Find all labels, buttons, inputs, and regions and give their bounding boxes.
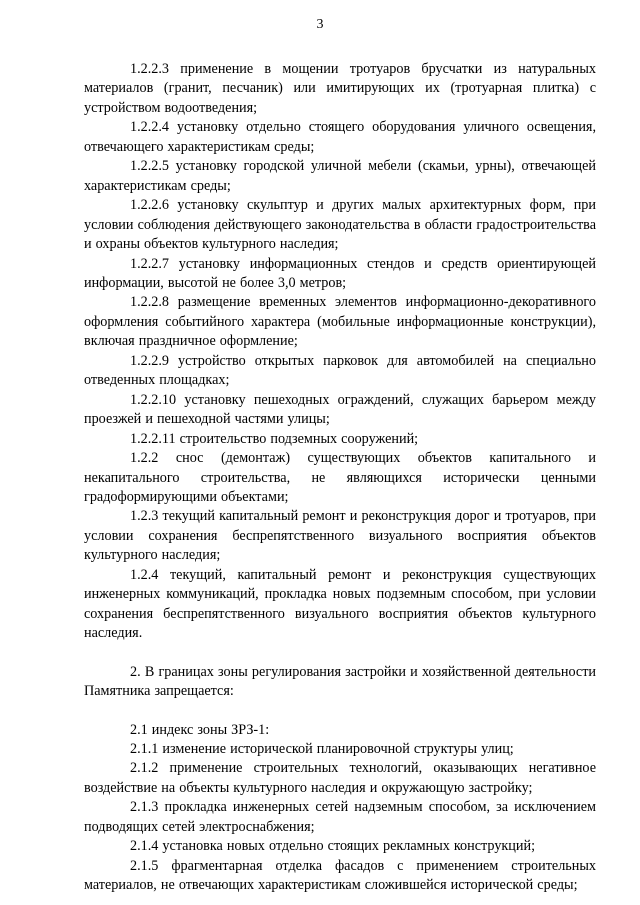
paragraph-section-2: 2. В границах зоны регулирования застройки и хозяйственной деятельности Памятника запрещается:: [84, 663, 596, 700]
paragraph-2-1: 2.1 индекс зоны ЗРЗ-1:: [130, 721, 270, 738]
paragraph-2-1-5: 2.1.5 фрагментарная отделка фасадов с применением строительных материалов, не отвечающих характеристикам сложившейся исторической среды;: [84, 857, 596, 894]
paragraph-2-1-2: 2.1.2 применение строительных технологий, оказывающих негативное воздействие на объекты культурного наследия и окружающую застройку;: [84, 760, 596, 796]
paragraph-1-2-2-6: 1.2.2.6 установку скульптур и других малых архитектурных форм, при условии соблюдения действующего законодательства в области градостроительства и охраны объектов культурного наследия;: [84, 197, 596, 253]
paragraph-1-2-2-9: 1.2.2.9 устройство открытых парковок для автомобилей на специально отведенных площадках;: [84, 352, 596, 389]
paragraph-1-2-2-4: 1.2.2.4 установку отдельно стоящего оборудования уличного освещения, отвечающего характеристикам среды;: [84, 119, 596, 155]
paragraph-1-2-4: 1.2.4 текущий, капитальный ремонт и реконструкция существующих инженерных коммуникаций, прокладка новых подземным способом, при условии сохранения беспрепятственного визуального восприятия объектов культурного наследия.: [84, 566, 596, 642]
page-number: 3: [316, 17, 324, 32]
paragraph-2-1-1: 2.1.1 изменение исторической планировочной структуры улиц;: [130, 740, 514, 757]
paragraph-1-2-2-7: 1.2.2.7 установку информационных стендов и средств ориентирующей информации, высотой не более 3,0 метров;: [84, 255, 596, 291]
paragraph-1-2-2-11: 1.2.2.11 строительство подземных сооружений;: [130, 430, 419, 447]
paragraph-1-2-2-5: 1.2.2.5 установку городской уличной мебели (скамьи, урны), отвечающей характеристикам среды;: [84, 158, 596, 194]
paragraph-1-2-3: 1.2.3 текущий капитальный ремонт и реконструкция дорог и тротуаров, при условии сохранения беспрепятственного визуального восприятия объектов культурного наследия;: [84, 508, 596, 564]
paragraph-1-2-2-8: 1.2.2.8 размещение временных элементов информационно-декоративного оформления событийного характера (мобильные информационные конструкции), включая праздничное оформление;: [84, 294, 596, 350]
paragraph-1-2-2-10: 1.2.2.10 установку пешеходных ограждений, служащих барьером между проезжей и пешеходной частями улицы;: [84, 391, 596, 428]
paragraph-2-1-4: 2.1.4 установка новых отдельно стоящих рекламных конструкций;: [130, 838, 536, 855]
paragraph-1-2-2: 1.2.2 снос (демонтаж) существующих объектов капитального и некапитального строительства, не являющихся исторически ценными градоформирующими объектами;: [84, 450, 596, 505]
section-spacer: [84, 702, 596, 721]
paragraph-2-1-3: 2.1.3 прокладка инженерных сетей надземным способом, за исключением подводящих сетей электроснабжения;: [84, 799, 596, 835]
document-body: [84, 60, 596, 896]
paragraph-1-2-2-3: 1.2.2.3 применение в мощении тротуаров брусчатки из натуральных материалов (гранит, песчаник) или имитирующих их (тротуарная плитка) с устройством водоотведения;: [84, 61, 596, 116]
section-spacer: [84, 644, 596, 663]
